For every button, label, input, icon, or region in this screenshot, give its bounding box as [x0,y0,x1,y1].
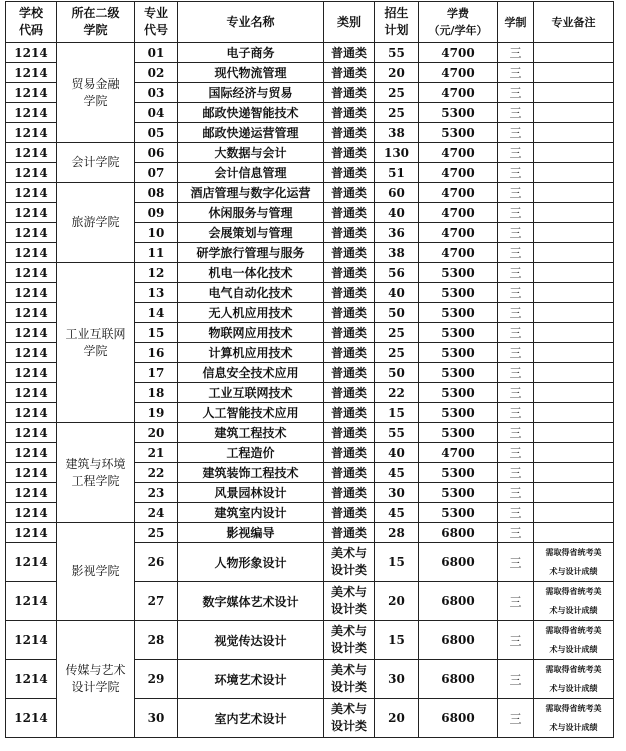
header-school-code: 学校 代码 [6,2,57,43]
major-name-cell: 会计信息管理 [178,163,324,183]
school-code-cell: 1214 [6,543,57,582]
category-cell: 普通类 [324,183,375,203]
fee-cell: 5300 [419,383,498,403]
duration-cell: 三 [498,83,534,103]
major-code-cell: 04 [135,103,178,123]
major-code-cell: 14 [135,303,178,323]
remark-cell [534,503,614,523]
category-cell: 普通类 [324,83,375,103]
remark-cell [534,363,614,383]
category-cell: 美术与 设计类 [324,660,375,699]
plan-cell: 25 [375,323,419,343]
plan-cell: 25 [375,343,419,363]
fee-cell: 5300 [419,403,498,423]
major-code-cell: 11 [135,243,178,263]
college-cell: 建筑与环境 工程学院 [57,423,135,523]
major-code-cell: 18 [135,383,178,403]
school-code-cell: 1214 [6,223,57,243]
college-cell: 传媒与艺术 设计学院 [57,621,135,738]
category-cell: 普通类 [324,443,375,463]
category-cell: 普通类 [324,503,375,523]
category-cell: 普通类 [324,343,375,363]
duration-cell: 三 [498,543,534,582]
header-duration: 学制 [498,2,534,43]
major-code-cell: 19 [135,403,178,423]
category-cell: 普通类 [324,203,375,223]
school-code-cell: 1214 [6,523,57,543]
category-cell: 普通类 [324,243,375,263]
fee-cell: 5300 [419,123,498,143]
school-code-cell: 1214 [6,343,57,363]
plan-cell: 15 [375,543,419,582]
duration-cell: 三 [498,403,534,423]
plan-cell: 55 [375,43,419,63]
major-code-cell: 26 [135,543,178,582]
fee-cell: 6800 [419,582,498,621]
duration-cell: 三 [498,63,534,83]
major-name-cell: 无人机应用技术 [178,303,324,323]
fee-cell: 4700 [419,163,498,183]
major-name-cell: 休闲服务与管理 [178,203,324,223]
remark-cell [534,163,614,183]
college-cell: 贸易金融 学院 [57,43,135,143]
plan-cell: 22 [375,383,419,403]
table-row [6,423,614,443]
school-code-cell: 1214 [6,83,57,103]
school-code-cell: 1214 [6,383,57,403]
major-name-cell: 酒店管理与数字化运营 [178,183,324,203]
fee-cell: 5300 [419,103,498,123]
major-name-cell: 邮政快递运营管理 [178,123,324,143]
major-code-cell: 21 [135,443,178,463]
duration-cell: 三 [498,143,534,163]
category-cell: 普通类 [324,323,375,343]
fee-cell: 4700 [419,223,498,243]
duration-cell: 三 [498,363,534,383]
category-cell: 普通类 [324,463,375,483]
school-code-cell: 1214 [6,403,57,423]
duration-cell: 三 [498,183,534,203]
fee-cell: 5300 [419,283,498,303]
plan-cell: 38 [375,123,419,143]
plan-cell: 40 [375,443,419,463]
category-cell: 美术与 设计类 [324,699,375,738]
fee-cell: 4700 [419,83,498,103]
fee-cell: 5300 [419,503,498,523]
school-code-cell: 1214 [6,443,57,463]
plan-cell: 50 [375,363,419,383]
remark-cell [534,243,614,263]
major-name-cell: 视觉传达设计 [178,621,324,660]
major-code-cell: 08 [135,183,178,203]
remark-cell [534,343,614,363]
duration-cell: 三 [498,383,534,403]
category-cell: 普通类 [324,63,375,83]
major-name-cell: 机电一体化技术 [178,263,324,283]
major-name-cell: 建筑室内设计 [178,503,324,523]
school-code-cell: 1214 [6,323,57,343]
duration-cell: 三 [498,203,534,223]
fee-cell: 6800 [419,543,498,582]
category-cell: 普通类 [324,223,375,243]
duration-cell: 三 [498,323,534,343]
major-code-cell: 24 [135,503,178,523]
table-row [6,43,614,63]
fee-cell: 4700 [419,203,498,223]
category-cell: 普通类 [324,523,375,543]
category-cell: 美术与 设计类 [324,543,375,582]
category-cell: 普通类 [324,163,375,183]
major-code-cell: 27 [135,582,178,621]
remark-cell [534,183,614,203]
school-code-cell: 1214 [6,63,57,83]
category-cell: 普通类 [324,263,375,283]
remark-cell [534,203,614,223]
plan-cell: 15 [375,621,419,660]
major-name-cell: 工业互联网技术 [178,383,324,403]
school-code-cell: 1214 [6,243,57,263]
category-cell: 普通类 [324,303,375,323]
remark-cell [534,403,614,423]
category-cell: 普通类 [324,143,375,163]
duration-cell: 三 [498,303,534,323]
major-code-cell: 23 [135,483,178,503]
school-code-cell: 1214 [6,283,57,303]
major-code-cell: 15 [135,323,178,343]
category-cell: 普通类 [324,483,375,503]
header-major-name: 专业名称 [178,2,324,43]
fee-cell: 5300 [419,423,498,443]
major-code-cell: 20 [135,423,178,443]
header-row [6,2,614,43]
plan-cell: 38 [375,243,419,263]
plan-cell: 40 [375,283,419,303]
school-code-cell: 1214 [6,103,57,123]
remark-cell [534,263,614,283]
remark-cell: 需取得省统考美 术与设计成绩 [534,582,614,621]
duration-cell: 三 [498,123,534,143]
college-cell: 旅游学院 [57,183,135,263]
major-code-cell: 16 [135,343,178,363]
category-cell: 普通类 [324,283,375,303]
remark-cell [534,483,614,503]
major-code-cell: 09 [135,203,178,223]
school-code-cell: 1214 [6,263,57,283]
school-code-cell: 1214 [6,699,57,738]
remark-cell [534,303,614,323]
duration-cell: 三 [498,503,534,523]
remark-cell [534,83,614,103]
major-name-cell: 研学旅行管理与服务 [178,243,324,263]
plan-cell: 20 [375,699,419,738]
fee-cell: 5300 [419,343,498,363]
duration-cell: 三 [498,443,534,463]
major-code-cell: 02 [135,63,178,83]
plan-cell: 25 [375,103,419,123]
major-code-cell: 13 [135,283,178,303]
school-code-cell: 1214 [6,582,57,621]
header-plan: 招生 计划 [375,2,419,43]
header-fee: 学费 （元/学年） [419,2,498,43]
plan-cell: 50 [375,303,419,323]
major-name-cell: 邮政快递智能技术 [178,103,324,123]
college-cell: 影视学院 [57,523,135,621]
category-cell: 普通类 [324,423,375,443]
school-code-cell: 1214 [6,123,57,143]
fee-cell: 6800 [419,621,498,660]
remark-cell [534,423,614,443]
school-code-cell: 1214 [6,303,57,323]
plan-cell: 56 [375,263,419,283]
header-college: 所在二级 学院 [57,2,135,43]
school-code-cell: 1214 [6,660,57,699]
school-code-cell: 1214 [6,363,57,383]
plan-cell: 60 [375,183,419,203]
category-cell: 普通类 [324,363,375,383]
plan-cell: 25 [375,83,419,103]
major-name-cell: 现代物流管理 [178,63,324,83]
major-name-cell: 计算机应用技术 [178,343,324,363]
school-code-cell: 1214 [6,143,57,163]
major-name-cell: 国际经济与贸易 [178,83,324,103]
duration-cell: 三 [498,223,534,243]
table-row [6,263,614,283]
duration-cell: 三 [498,423,534,443]
remark-cell [534,43,614,63]
duration-cell: 三 [498,621,534,660]
major-name-cell: 人物形象设计 [178,543,324,582]
major-code-cell: 06 [135,143,178,163]
duration-cell: 三 [498,43,534,63]
major-code-cell: 30 [135,699,178,738]
plan-cell: 28 [375,523,419,543]
table-row [6,523,614,543]
duration-cell: 三 [498,699,534,738]
major-name-cell: 环境艺术设计 [178,660,324,699]
plan-cell: 45 [375,463,419,483]
plan-cell: 36 [375,223,419,243]
table-row [6,621,614,660]
duration-cell: 三 [498,163,534,183]
remark-cell [534,123,614,143]
school-code-cell: 1214 [6,203,57,223]
fee-cell: 5300 [419,363,498,383]
duration-cell: 三 [498,660,534,699]
remark-cell [534,143,614,163]
major-code-cell: 22 [135,463,178,483]
school-code-cell: 1214 [6,163,57,183]
major-code-cell: 01 [135,43,178,63]
major-name-cell: 信息安全技术应用 [178,363,324,383]
school-code-cell: 1214 [6,423,57,443]
major-code-cell: 07 [135,163,178,183]
major-name-cell: 物联网应用技术 [178,323,324,343]
remark-cell [534,463,614,483]
major-name-cell: 电子商务 [178,43,324,63]
fee-cell: 5300 [419,323,498,343]
school-code-cell: 1214 [6,621,57,660]
major-name-cell: 室内艺术设计 [178,699,324,738]
major-name-cell: 电气自动化技术 [178,283,324,303]
duration-cell: 三 [498,483,534,503]
fee-cell: 6800 [419,699,498,738]
plan-cell: 130 [375,143,419,163]
duration-cell: 三 [498,283,534,303]
fee-cell: 6800 [419,523,498,543]
major-name-cell: 建筑工程技术 [178,423,324,443]
major-name-cell: 工程造价 [178,443,324,463]
plan-cell: 40 [375,203,419,223]
remark-cell [534,283,614,303]
remark-cell [534,383,614,403]
duration-cell: 三 [498,343,534,363]
plan-cell: 55 [375,423,419,443]
duration-cell: 三 [498,582,534,621]
fee-cell: 4700 [419,63,498,83]
remark-cell [534,523,614,543]
category-cell: 普通类 [324,43,375,63]
major-name-cell: 会展策划与管理 [178,223,324,243]
plan-cell: 51 [375,163,419,183]
major-name-cell: 人工智能技术应用 [178,403,324,423]
category-cell: 普通类 [324,383,375,403]
duration-cell: 三 [498,263,534,283]
remark-cell: 需取得省统考美 术与设计成绩 [534,621,614,660]
header-category: 类别 [324,2,375,43]
fee-cell: 5300 [419,483,498,503]
table-row [6,143,614,163]
school-code-cell: 1214 [6,183,57,203]
plan-cell: 20 [375,63,419,83]
fee-cell: 4700 [419,143,498,163]
category-cell: 普通类 [324,403,375,423]
major-code-cell: 17 [135,363,178,383]
plan-cell: 30 [375,483,419,503]
remark-cell [534,103,614,123]
plan-cell: 20 [375,582,419,621]
major-name-cell: 数字媒体艺术设计 [178,582,324,621]
category-cell: 美术与 设计类 [324,582,375,621]
fee-cell: 6800 [419,660,498,699]
major-code-cell: 29 [135,660,178,699]
fee-cell: 4700 [419,443,498,463]
remark-cell: 需取得省统考美 术与设计成绩 [534,699,614,738]
remark-cell [534,63,614,83]
plan-cell: 30 [375,660,419,699]
major-code-cell: 28 [135,621,178,660]
plan-cell: 45 [375,503,419,523]
fee-cell: 4700 [419,243,498,263]
fee-cell: 4700 [419,43,498,63]
enrollment-plan-table [5,1,614,738]
category-cell: 美术与 设计类 [324,621,375,660]
school-code-cell: 1214 [6,483,57,503]
table-row [6,183,614,203]
school-code-cell: 1214 [6,43,57,63]
major-code-cell: 10 [135,223,178,243]
header-remark: 专业备注 [534,2,614,43]
fee-cell: 5300 [419,303,498,323]
major-name-cell: 建筑装饰工程技术 [178,463,324,483]
remark-cell [534,443,614,463]
college-cell: 会计学院 [57,143,135,183]
major-code-cell: 05 [135,123,178,143]
remark-cell [534,223,614,243]
major-code-cell: 12 [135,263,178,283]
category-cell: 普通类 [324,103,375,123]
school-code-cell: 1214 [6,463,57,483]
duration-cell: 三 [498,463,534,483]
major-code-cell: 03 [135,83,178,103]
fee-cell: 5300 [419,263,498,283]
major-name-cell: 大数据与会计 [178,143,324,163]
major-code-cell: 25 [135,523,178,543]
header-major-code: 专业 代号 [135,2,178,43]
duration-cell: 三 [498,243,534,263]
fee-cell: 4700 [419,183,498,203]
college-cell: 工业互联网 学院 [57,263,135,423]
fee-cell: 5300 [419,463,498,483]
duration-cell: 三 [498,103,534,123]
major-name-cell: 影视编导 [178,523,324,543]
school-code-cell: 1214 [6,503,57,523]
duration-cell: 三 [498,523,534,543]
major-name-cell: 风景园林设计 [178,483,324,503]
remark-cell: 需取得省统考美 术与设计成绩 [534,660,614,699]
remark-cell: 需取得省统考美 术与设计成绩 [534,543,614,582]
plan-cell: 15 [375,403,419,423]
remark-cell [534,323,614,343]
category-cell: 普通类 [324,123,375,143]
